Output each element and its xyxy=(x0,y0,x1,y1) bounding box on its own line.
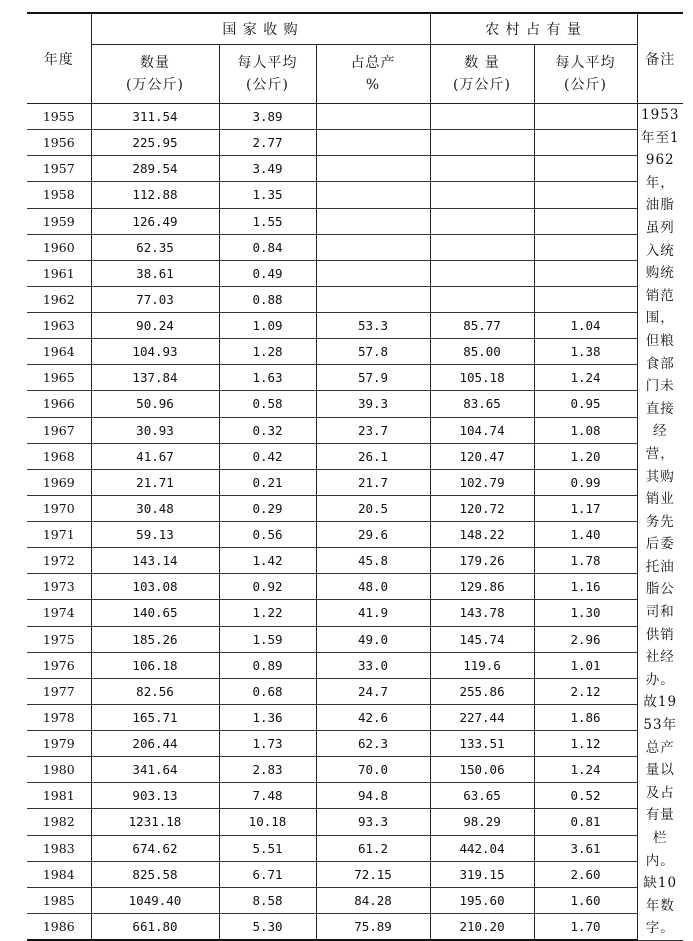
cell-year: 1978 xyxy=(27,704,91,730)
table-row xyxy=(27,652,683,678)
cell-state-pct: 23.7 xyxy=(316,417,430,443)
cell-rural-qty: 63.65 xyxy=(430,783,534,809)
cell-rural-percap: 2.60 xyxy=(534,861,637,887)
cell-rural-qty: 120.72 xyxy=(430,495,534,521)
cell-state-pct: 94.8 xyxy=(316,783,430,809)
cell-state-percap: 6.71 xyxy=(219,861,316,887)
cell-state-percap: 0.56 xyxy=(219,522,316,548)
table-row xyxy=(27,757,683,783)
cell-rural-qty: 104.74 xyxy=(430,417,534,443)
remark-cell: 1953年至1962年，油脂虽列入统购统销范围，但粮食部门未直接经营，其购销业务先后委托油脂公司和供销社经办。故1953年总产量以及占有量栏内。缺10年数字。 xyxy=(637,104,683,941)
header-state-percap xyxy=(219,45,316,104)
cell-state-percap: 5.30 xyxy=(219,913,316,940)
cell-year: 1964 xyxy=(27,339,91,365)
cell-state-pct: 45.8 xyxy=(316,548,430,574)
cell-rural-qty: 133.51 xyxy=(430,731,534,757)
cell-state-pct: 49.0 xyxy=(316,626,430,652)
cell-year: 1986 xyxy=(27,913,91,940)
table-row xyxy=(27,208,683,234)
cell-state-qty: 90.24 xyxy=(91,313,219,339)
cell-rural-percap: 2.96 xyxy=(534,626,637,652)
cell-state-qty: 137.84 xyxy=(91,365,219,391)
cell-rural-percap: 0.52 xyxy=(534,783,637,809)
header-state-qty-line2: (万公斤) xyxy=(126,77,184,93)
cell-state-pct xyxy=(316,260,430,286)
cell-year: 1963 xyxy=(27,313,91,339)
table-row xyxy=(27,548,683,574)
cell-state-qty: 311.54 xyxy=(91,104,219,130)
table-row xyxy=(27,861,683,887)
table-row xyxy=(27,522,683,548)
cell-rural-percap xyxy=(534,156,637,182)
cell-state-pct xyxy=(316,156,430,182)
cell-state-pct: 24.7 xyxy=(316,678,430,704)
cell-state-percap: 0.92 xyxy=(219,574,316,600)
cell-state-percap: 0.29 xyxy=(219,495,316,521)
table-row xyxy=(27,443,683,469)
header-state-qty-line1: 数量 xyxy=(140,55,170,71)
table-row xyxy=(27,574,683,600)
table-row xyxy=(27,913,683,940)
cell-year: 1974 xyxy=(27,600,91,626)
cell-rural-qty: 442.04 xyxy=(430,835,534,861)
cell-state-qty: 143.14 xyxy=(91,548,219,574)
header-rural-qty-line2: (万公斤) xyxy=(453,77,511,93)
cell-year: 1971 xyxy=(27,522,91,548)
table-row xyxy=(27,286,683,312)
cell-rural-qty: 119.6 xyxy=(430,652,534,678)
cell-rural-qty: 195.60 xyxy=(430,887,534,913)
cell-year: 1966 xyxy=(27,391,91,417)
cell-state-pct xyxy=(316,182,430,208)
cell-state-qty: 1231.18 xyxy=(91,809,219,835)
cell-rural-qty: 255.86 xyxy=(430,678,534,704)
table-row xyxy=(27,600,683,626)
cell-rural-percap: 1.24 xyxy=(534,757,637,783)
table-row xyxy=(27,469,683,495)
cell-state-qty: 103.08 xyxy=(91,574,219,600)
cell-rural-percap: 0.95 xyxy=(534,391,637,417)
cell-state-pct: 21.7 xyxy=(316,469,430,495)
cell-state-percap: 1.09 xyxy=(219,313,316,339)
cell-rural-qty: 102.79 xyxy=(430,469,534,495)
cell-year: 1975 xyxy=(27,626,91,652)
cell-rural-qty: 143.78 xyxy=(430,600,534,626)
table-row xyxy=(27,626,683,652)
cell-rural-qty: 83.65 xyxy=(430,391,534,417)
cell-state-qty: 165.71 xyxy=(91,704,219,730)
cell-rural-percap: 1.01 xyxy=(534,652,637,678)
cell-rural-percap xyxy=(534,182,637,208)
cell-state-pct: 39.3 xyxy=(316,391,430,417)
table-header xyxy=(27,13,683,104)
header-state-percap-line1: 每人平均 xyxy=(237,55,298,71)
table-row xyxy=(27,495,683,521)
table-row xyxy=(27,182,683,208)
cell-year: 1980 xyxy=(27,757,91,783)
cell-state-pct: 61.2 xyxy=(316,835,430,861)
cell-state-qty: 82.56 xyxy=(91,678,219,704)
cell-rural-qty: 319.15 xyxy=(430,861,534,887)
cell-rural-percap: 1.04 xyxy=(534,313,637,339)
cell-state-qty: 674.62 xyxy=(91,835,219,861)
cell-state-pct: 48.0 xyxy=(316,574,430,600)
cell-state-qty: 341.64 xyxy=(91,757,219,783)
cell-rural-percap: 1.60 xyxy=(534,887,637,913)
cell-state-qty: 112.88 xyxy=(91,182,219,208)
cell-state-qty: 30.48 xyxy=(91,495,219,521)
cell-rural-percap: 0.99 xyxy=(534,469,637,495)
cell-state-percap: 5.51 xyxy=(219,835,316,861)
cell-rural-qty: 129.86 xyxy=(430,574,534,600)
cell-state-percap: 8.58 xyxy=(219,887,316,913)
cell-state-qty: 903.13 xyxy=(91,783,219,809)
cell-year: 1968 xyxy=(27,443,91,469)
cell-state-qty: 38.61 xyxy=(91,260,219,286)
cell-state-percap: 0.21 xyxy=(219,469,316,495)
cell-rural-percap: 1.17 xyxy=(534,495,637,521)
cell-rural-qty xyxy=(430,208,534,234)
header-rural-percap-line1: 每人平均 xyxy=(555,55,616,71)
cell-year: 1973 xyxy=(27,574,91,600)
header-rural-percap xyxy=(534,45,637,104)
cell-state-pct: 84.28 xyxy=(316,887,430,913)
cell-rural-percap: 0.81 xyxy=(534,809,637,835)
cell-rural-percap xyxy=(534,104,637,130)
cell-rural-qty: 105.18 xyxy=(430,365,534,391)
cell-state-percap: 1.42 xyxy=(219,548,316,574)
cell-state-percap: 1.63 xyxy=(219,365,316,391)
cell-state-qty: 41.67 xyxy=(91,443,219,469)
cell-year: 1985 xyxy=(27,887,91,913)
cell-state-percap: 3.89 xyxy=(219,104,316,130)
table-row xyxy=(27,887,683,913)
header-state-percap-line2: (公斤) xyxy=(246,77,289,93)
cell-state-percap: 0.84 xyxy=(219,234,316,260)
cell-year: 1958 xyxy=(27,182,91,208)
cell-state-pct xyxy=(316,286,430,312)
cell-rural-qty: 150.06 xyxy=(430,757,534,783)
cell-state-qty: 825.58 xyxy=(91,861,219,887)
cell-state-pct: 41.9 xyxy=(316,600,430,626)
cell-rural-percap: 1.12 xyxy=(534,731,637,757)
table-row xyxy=(27,130,683,156)
table-row xyxy=(27,104,683,130)
cell-rural-qty xyxy=(430,104,534,130)
table-row xyxy=(27,809,683,835)
cell-state-percap: 2.83 xyxy=(219,757,316,783)
cell-state-percap: 1.59 xyxy=(219,626,316,652)
cell-rural-percap: 3.61 xyxy=(534,835,637,861)
cell-state-pct: 20.5 xyxy=(316,495,430,521)
cell-state-pct xyxy=(316,130,430,156)
cell-rural-qty xyxy=(430,130,534,156)
cell-rural-qty: 145.74 xyxy=(430,626,534,652)
cell-rural-qty: 179.26 xyxy=(430,548,534,574)
cell-rural-percap xyxy=(534,234,637,260)
header-rural-qty-line1: 数 量 xyxy=(464,55,500,71)
cell-year: 1959 xyxy=(27,208,91,234)
cell-year: 1956 xyxy=(27,130,91,156)
cell-state-pct: 26.1 xyxy=(316,443,430,469)
table-row xyxy=(27,417,683,443)
cell-state-qty: 106.18 xyxy=(91,652,219,678)
cell-year: 1984 xyxy=(27,861,91,887)
cell-state-qty: 126.49 xyxy=(91,208,219,234)
cell-state-pct: 62.3 xyxy=(316,731,430,757)
cell-state-qty: 30.93 xyxy=(91,417,219,443)
header-state-pct xyxy=(316,45,430,104)
cell-rural-percap: 1.38 xyxy=(534,339,637,365)
cell-rural-qty xyxy=(430,260,534,286)
cell-state-qty: 62.35 xyxy=(91,234,219,260)
cell-year: 1957 xyxy=(27,156,91,182)
table-row xyxy=(27,704,683,730)
cell-state-percap: 1.73 xyxy=(219,731,316,757)
header-state-pct-line2: % xyxy=(365,77,381,93)
cell-state-percap: 1.35 xyxy=(219,182,316,208)
cell-rural-percap: 1.86 xyxy=(534,704,637,730)
header-state-pct-line1: 占总产 xyxy=(350,55,396,71)
cell-state-percap: 3.49 xyxy=(219,156,316,182)
cell-rural-percap: 1.78 xyxy=(534,548,637,574)
cell-state-qty: 1049.40 xyxy=(91,887,219,913)
cell-year: 1976 xyxy=(27,652,91,678)
cell-year: 1979 xyxy=(27,731,91,757)
cell-state-pct: 33.0 xyxy=(316,652,430,678)
cell-rural-percap: 1.40 xyxy=(534,522,637,548)
cell-year: 1967 xyxy=(27,417,91,443)
cell-rural-percap: 1.16 xyxy=(534,574,637,600)
cell-state-qty: 185.26 xyxy=(91,626,219,652)
cell-state-pct: 70.0 xyxy=(316,757,430,783)
cell-state-pct xyxy=(316,104,430,130)
cell-state-pct xyxy=(316,208,430,234)
cell-year: 1970 xyxy=(27,495,91,521)
cell-rural-qty: 98.29 xyxy=(430,809,534,835)
cell-state-qty: 104.93 xyxy=(91,339,219,365)
cell-state-qty: 661.80 xyxy=(91,913,219,940)
oil-purchase-table-page xyxy=(27,12,683,941)
cell-state-percap: 0.88 xyxy=(219,286,316,312)
cell-rural-percap xyxy=(534,130,637,156)
header-state-qty xyxy=(91,45,219,104)
cell-state-percap: 7.48 xyxy=(219,783,316,809)
table-row xyxy=(27,783,683,809)
cell-rural-qty: 85.00 xyxy=(430,339,534,365)
cell-rural-percap: 1.20 xyxy=(534,443,637,469)
cell-state-qty: 225.95 xyxy=(91,130,219,156)
table-row xyxy=(27,156,683,182)
table-row xyxy=(27,260,683,286)
cell-rural-percap: 2.12 xyxy=(534,678,637,704)
cell-state-percap: 1.22 xyxy=(219,600,316,626)
cell-year: 1960 xyxy=(27,234,91,260)
cell-state-qty: 140.65 xyxy=(91,600,219,626)
cell-state-qty: 289.54 xyxy=(91,156,219,182)
cell-state-pct: 57.8 xyxy=(316,339,430,365)
cell-state-pct xyxy=(316,234,430,260)
table-row xyxy=(27,391,683,417)
cell-state-pct: 53.3 xyxy=(316,313,430,339)
cell-state-pct: 57.9 xyxy=(316,365,430,391)
cell-state-percap: 0.89 xyxy=(219,652,316,678)
cell-state-percap: 0.49 xyxy=(219,260,316,286)
cell-year: 1961 xyxy=(27,260,91,286)
cell-rural-qty: 210.20 xyxy=(430,913,534,940)
cell-state-percap: 0.32 xyxy=(219,417,316,443)
cell-rural-qty xyxy=(430,234,534,260)
oil-purchase-table xyxy=(27,12,683,941)
cell-rural-qty: 227.44 xyxy=(430,704,534,730)
cell-state-pct: 29.6 xyxy=(316,522,430,548)
cell-rural-qty: 85.77 xyxy=(430,313,534,339)
table-row xyxy=(27,313,683,339)
table-row xyxy=(27,835,683,861)
header-year: 年度 xyxy=(27,13,91,104)
cell-year: 1969 xyxy=(27,469,91,495)
cell-rural-percap: 1.08 xyxy=(534,417,637,443)
cell-state-qty: 206.44 xyxy=(91,731,219,757)
header-state-purchase: 国 家 收 购 xyxy=(91,13,430,45)
cell-state-pct: 42.6 xyxy=(316,704,430,730)
header-rural-percap-line2: (公斤) xyxy=(564,77,607,93)
table-row xyxy=(27,365,683,391)
table-body xyxy=(27,104,683,941)
cell-state-percap: 1.28 xyxy=(219,339,316,365)
cell-year: 1962 xyxy=(27,286,91,312)
cell-state-pct: 75.89 xyxy=(316,913,430,940)
cell-rural-percap xyxy=(534,208,637,234)
cell-state-pct: 72.15 xyxy=(316,861,430,887)
cell-year: 1982 xyxy=(27,809,91,835)
cell-rural-qty xyxy=(430,156,534,182)
cell-rural-qty: 148.22 xyxy=(430,522,534,548)
cell-state-pct: 93.3 xyxy=(316,809,430,835)
cell-state-percap: 0.68 xyxy=(219,678,316,704)
cell-state-percap: 1.36 xyxy=(219,704,316,730)
header-note: 备注 xyxy=(637,13,683,104)
cell-rural-percap: 1.70 xyxy=(534,913,637,940)
cell-year: 1981 xyxy=(27,783,91,809)
cell-state-percap: 0.58 xyxy=(219,391,316,417)
cell-state-percap: 10.18 xyxy=(219,809,316,835)
cell-year: 1977 xyxy=(27,678,91,704)
cell-rural-percap xyxy=(534,286,637,312)
cell-rural-qty xyxy=(430,286,534,312)
cell-year: 1972 xyxy=(27,548,91,574)
table-row xyxy=(27,339,683,365)
cell-rural-qty xyxy=(430,182,534,208)
cell-state-qty: 77.03 xyxy=(91,286,219,312)
cell-rural-percap xyxy=(534,260,637,286)
header-rural-holding: 农 村 占 有 量 xyxy=(430,13,637,45)
cell-year: 1965 xyxy=(27,365,91,391)
cell-rural-qty: 120.47 xyxy=(430,443,534,469)
table-row xyxy=(27,234,683,260)
cell-state-percap: 2.77 xyxy=(219,130,316,156)
cell-state-percap: 1.55 xyxy=(219,208,316,234)
header-rural-qty xyxy=(430,45,534,104)
cell-rural-percap: 1.24 xyxy=(534,365,637,391)
cell-state-qty: 50.96 xyxy=(91,391,219,417)
cell-year: 1983 xyxy=(27,835,91,861)
table-row xyxy=(27,678,683,704)
table-row xyxy=(27,731,683,757)
cell-state-percap: 0.42 xyxy=(219,443,316,469)
cell-rural-percap: 1.30 xyxy=(534,600,637,626)
cell-year: 1955 xyxy=(27,104,91,130)
cell-state-qty: 21.71 xyxy=(91,469,219,495)
cell-state-qty: 59.13 xyxy=(91,522,219,548)
